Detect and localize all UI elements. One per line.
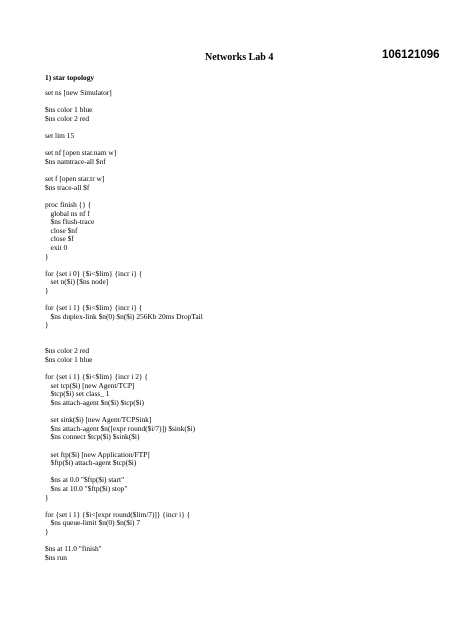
code-line: $ns duplex-link $n(0) $n($i) 256Kb 20ms DropTail <box>45 311 203 321</box>
code-block <box>45 89 203 563</box>
code-line: $ns attach-agent $n($i) $tcp($i) <box>45 397 144 407</box>
code-line: $ns at 0.0 "$ftp($i) start" <box>45 475 125 485</box>
code-line: $ns run <box>45 552 67 562</box>
code-line: $ns color 2 red <box>45 113 90 123</box>
code-line: } <box>45 492 49 502</box>
code-line: $ns connect $tcp($i) $sink($i) <box>45 432 140 442</box>
code-line: $ns flush-trace <box>45 217 95 227</box>
code-line: close $f <box>45 234 74 244</box>
code-line: set tcp($i) [new Agent/TCP] <box>45 380 135 390</box>
section-heading: 1) star topology <box>45 73 95 82</box>
code-line: $ns color 2 red <box>45 346 90 356</box>
code-line: set nf [open star.nam w] <box>45 148 117 158</box>
code-line: $ns namtrace-all $nf <box>45 156 106 166</box>
code-line: for {set i 1} {$i<$lim} {incr i} { <box>45 303 143 313</box>
code-line: global ns nf f <box>45 208 90 218</box>
code-line: set ns [new Simulator] <box>45 88 112 97</box>
code-line: $ns at 10.0 "$ftp($i) stop" <box>45 484 128 494</box>
code-line: set lim 15 <box>45 131 75 141</box>
code-line: set n($i) [$ns node] <box>45 277 109 287</box>
code-line: } <box>45 286 49 296</box>
code-line: for {set i 0} {$i<$lim} {incr i} { <box>45 268 143 278</box>
page-title: Networks Lab 4 <box>205 52 274 63</box>
code-line: $ns color 1 blue <box>45 354 93 364</box>
code-line: for {set i 1} {$i<$lim} {incr i 2} { <box>45 372 148 382</box>
code-line: $ns at 11.0 "finish" <box>45 544 102 554</box>
document-id: 106121096 <box>382 49 440 61</box>
code-line: $ns color 1 blue <box>45 105 93 115</box>
code-line: } <box>45 251 49 261</box>
code-line <box>45 330 203 339</box>
code-line: proc finish {} { <box>45 199 92 209</box>
code-line: for {set i 1} {$i<[expr round($lim/7)]} {incr i} { <box>45 509 191 519</box>
code-line: $tcp($i) set class_ 1 <box>45 389 110 399</box>
code-line: set f [open star.tr w] <box>45 174 105 184</box>
code-line: $ns trace-all $f <box>45 182 90 192</box>
code-line: exit 0 <box>45 242 68 252</box>
code-line: set ftp($i) [new Application/FTP] <box>45 449 150 459</box>
code-line: close $nf <box>45 225 78 235</box>
code-line: $ns queue-limit $n(0) $n($i) 7 <box>45 518 141 528</box>
code-line: $ns attach-agent $n([expr round($i/7)]) $sink($i) <box>45 423 196 433</box>
code-line: } <box>45 320 49 330</box>
code-line: $ftp($i) attach-agent $tcp($i) <box>45 458 137 468</box>
code-line: set sink($i) [new Agent/TCPSink] <box>45 415 152 425</box>
code-line: } <box>45 527 49 537</box>
